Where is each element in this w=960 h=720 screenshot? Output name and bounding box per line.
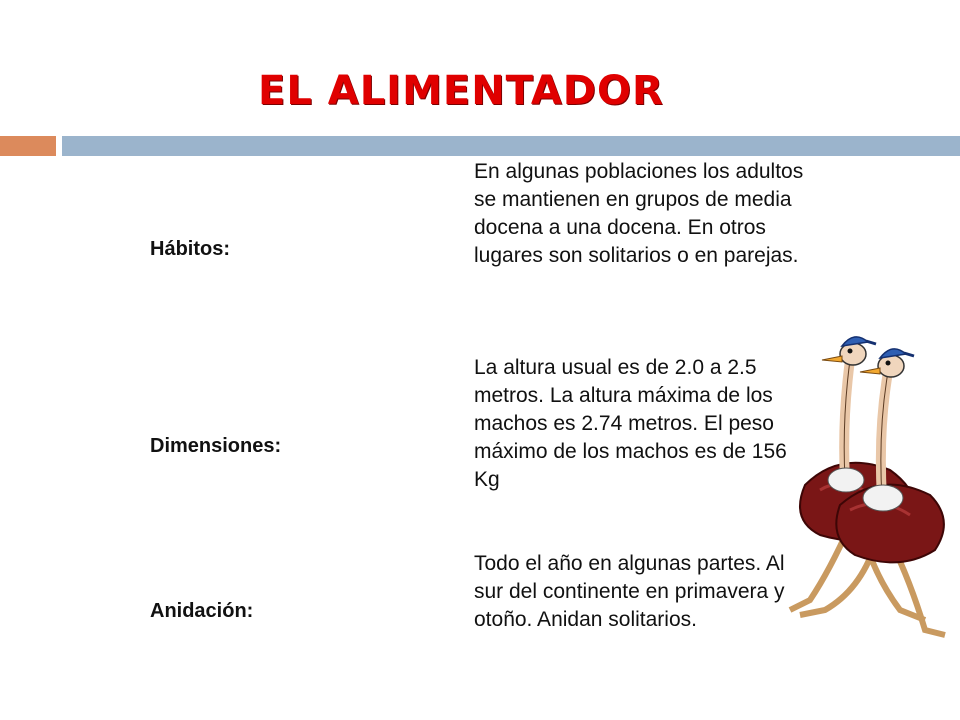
text-dimensiones: La altura usual es de 2.0 a 2.5 metros. La altura máxima de los machos es 2.74 metros. El peso máximo de los machos es de 156 Kg	[474, 356, 787, 491]
slide-title: EL ALIMENTADOR	[258, 68, 664, 114]
text-habitos: En algunas poblaciones los adultos se mantienen en grupos de media docena a una docena. En otros lugares son solitarios o en parejas.	[474, 160, 804, 267]
label-habitos: Hábitos:	[150, 238, 230, 260]
label-anidacion: Anidación:	[150, 600, 254, 622]
label-dimensiones: Dimensiones:	[150, 435, 282, 457]
title-accent-bar-blue	[62, 136, 960, 156]
text-anidacion: Todo el año en algunas partes. Al sur del continente en primavera y otoño. Anidan solitarios.	[474, 552, 785, 631]
ostriches-illustration	[750, 310, 950, 650]
title-accent-bar-orange	[0, 136, 56, 156]
